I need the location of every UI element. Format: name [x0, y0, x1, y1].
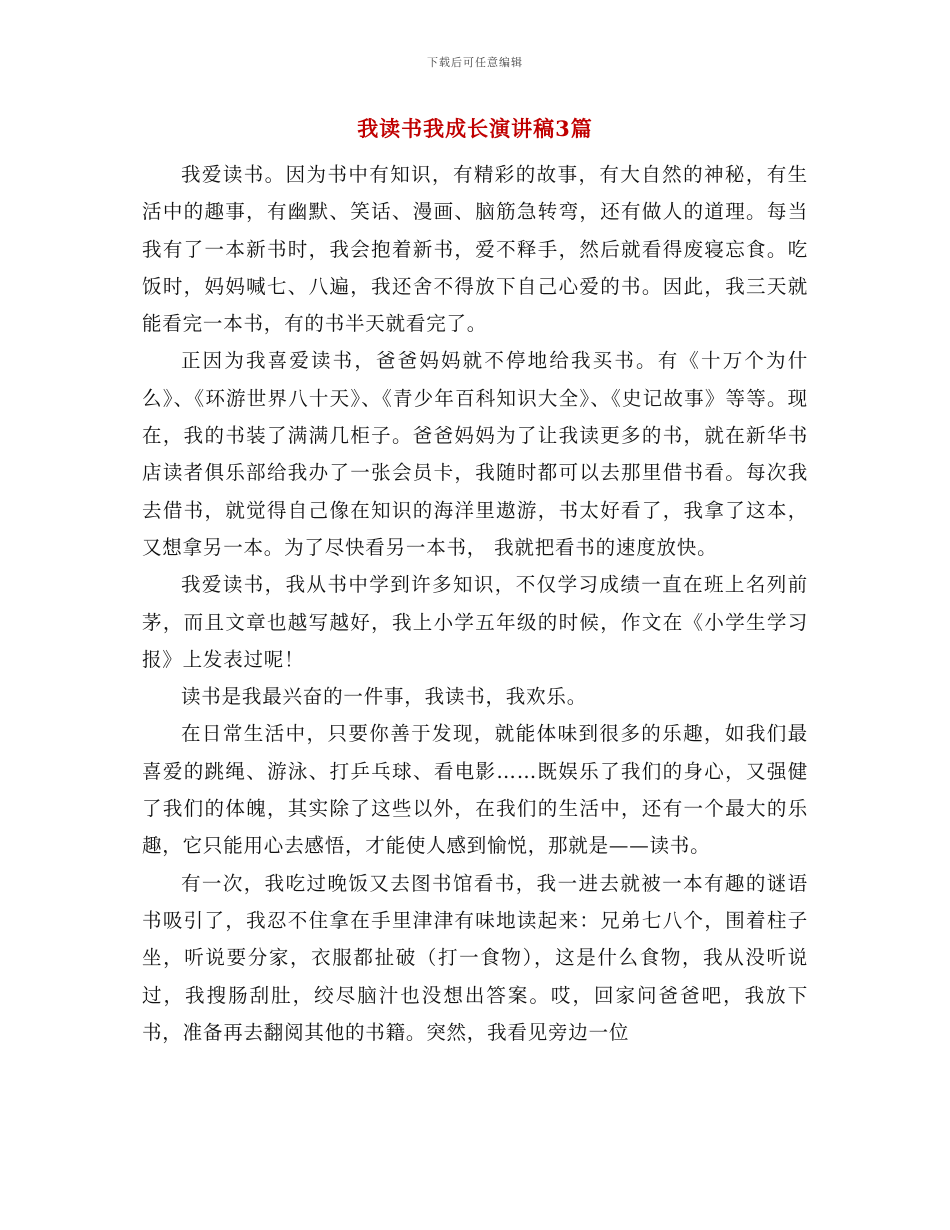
- paragraph: 在日常生活中，只要你善于发现，就能体味到很多的乐趣，如我们最喜爱的跳绳、游泳、打乒乓球、看电影……既娱乐了我们的身心，又强健了我们的体魄，其实除了这些以外，在我们的生活中，还有一个最大的乐趣，它只能用心去感悟，才能使人感到愉悦，那就是——读书。: [142, 722, 808, 858]
- paragraph: 我爱读书，我从书中学到许多知识，不仅学习成绩一直在班上名列前茅，而且文章也越写越好，我上小学五年级的时候，作文在《小学生学习报》上发表过呢！: [142, 573, 808, 671]
- paragraph: 有一次，我吃过晚饭又去图书馆看书，我一进去就被一本有趣的谜语书吸引了，我忍不住拿在手里津津有味地读起来：兄弟七八个，围着柱子坐，听说要分家，衣服都扯破（打一食物），这是什么食物，我从没听说过，我搜肠刮肚，绞尽脑汁也没想出答案。哎，回家问爸爸吧，我放下书，准备再去翻阅其他的书籍。突然，我看见旁边一位: [142, 871, 808, 1044]
- document-title: 我读书我成长演讲稿3篇: [357, 116, 593, 141]
- header-note: 下载后可任意编辑: [427, 56, 523, 69]
- paragraph: 读书是我最兴奋的一件事，我读书，我欢乐。: [181, 685, 588, 709]
- paragraph: 我爱读书。因为书中有知识，有精彩的故事，有大自然的神秘，有生活中的趣事，有幽默、笑话、漫画、脑筋急转弯，还有做人的道理。每当我有了一本新书时，我会抱着新书，爱不释手，然后就看得废寝忘食。吃饭时，妈妈喊七、八遍，我还舍不得放下自己心爱的书。因此，我三天就能看完一本书，有的书半天就看完了。: [142, 163, 808, 336]
- document-body: [142, 156, 808, 1051]
- paragraph: 正因为我喜爱读书，爸爸妈妈就不停地给我买书。有《十万个为什么》、《环游世界八十天》、《青少年百科知识大全》、《史记故事》等等。现在，我的书装了满满几柜子。爸爸妈妈为了让我读更多的书，就在新华书店读者俱乐部给我办了一张会员卡，我随时都可以去那里借书看。每次我去借书，就觉得自己像在知识的海洋里遨游，书太好看了，我拿了这本，又想拿另一本。为了尽快看另一本书， 我就把看书的速度放快。: [142, 349, 808, 559]
